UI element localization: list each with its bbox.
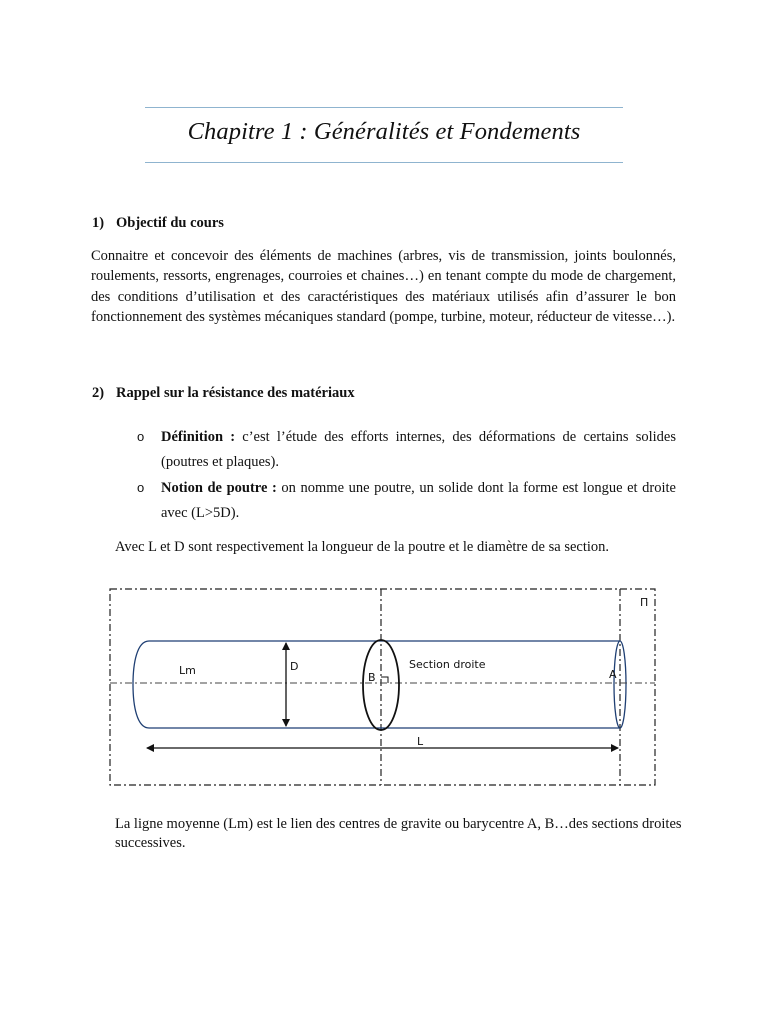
plane-label: Π	[640, 596, 649, 609]
title-rule-top	[145, 107, 623, 108]
poutre-text: on nomme une poutre, un solide dont la forme est longue et droite avec (L>5D).	[161, 480, 676, 521]
plane-frame-outline	[110, 589, 655, 785]
section-1-number: 1)	[92, 215, 105, 231]
objective-paragraph: Connaitre et concevoir des éléments de machines (arbres, vis de transmission, joints boulonnés, roulements, ressorts, engrenages, courroies et chaines…) en tenant compte du mode de chargement, des conditions d’utilisation et des caractéristiques des matériaux utilisés afin d’assurer le bon fonctionnement des systèmes mécaniques standard (pompe, turbine, moteur, réducteur de vitesse…).	[91, 248, 676, 325]
plane-frame	[110, 589, 655, 785]
point-b-label: B	[368, 671, 376, 684]
chapter-title: Chapitre 1 : Généralités et Fondements	[187, 118, 581, 145]
section-2-heading	[92, 385, 355, 402]
title-rule-bottom	[145, 162, 623, 163]
section-1-title: Objectif du cours	[116, 215, 224, 231]
poutre-term: Notion de poutre :	[161, 480, 277, 496]
section-1-heading	[92, 215, 224, 232]
section-2-number: 2)	[92, 385, 105, 401]
bullet-marker-icon: o	[137, 480, 145, 495]
beam-outline	[133, 641, 620, 728]
right-angle-icon	[381, 677, 388, 683]
section-2-title: Rappel sur la résistance des matériaux	[116, 385, 355, 401]
bullet-definition	[137, 425, 677, 474]
diameter-label: D	[290, 660, 299, 673]
mean-line-label: Lm	[179, 664, 196, 677]
point-a-label: A	[609, 668, 617, 681]
definition-note: Avec L et D sont respectivement la longueur de la poutre et le diamètre de sa section.	[115, 539, 610, 555]
definition-text: c’est l’étude des efforts internes, des déformations de certains solides (poutres et plaques).	[161, 429, 677, 470]
section-label: Section droite	[409, 658, 486, 671]
mean-line-caption: La ligne moyenne (Lm) est le lien des centres de gravite ou barycentre A, B…des sections droites successives.	[115, 816, 682, 851]
length-label: L	[417, 735, 424, 748]
beam-diagram	[105, 585, 660, 790]
bullet-notion-poutre	[137, 476, 676, 525]
definition-term: Définition :	[161, 429, 236, 445]
bullet-marker-icon: o	[137, 429, 145, 444]
